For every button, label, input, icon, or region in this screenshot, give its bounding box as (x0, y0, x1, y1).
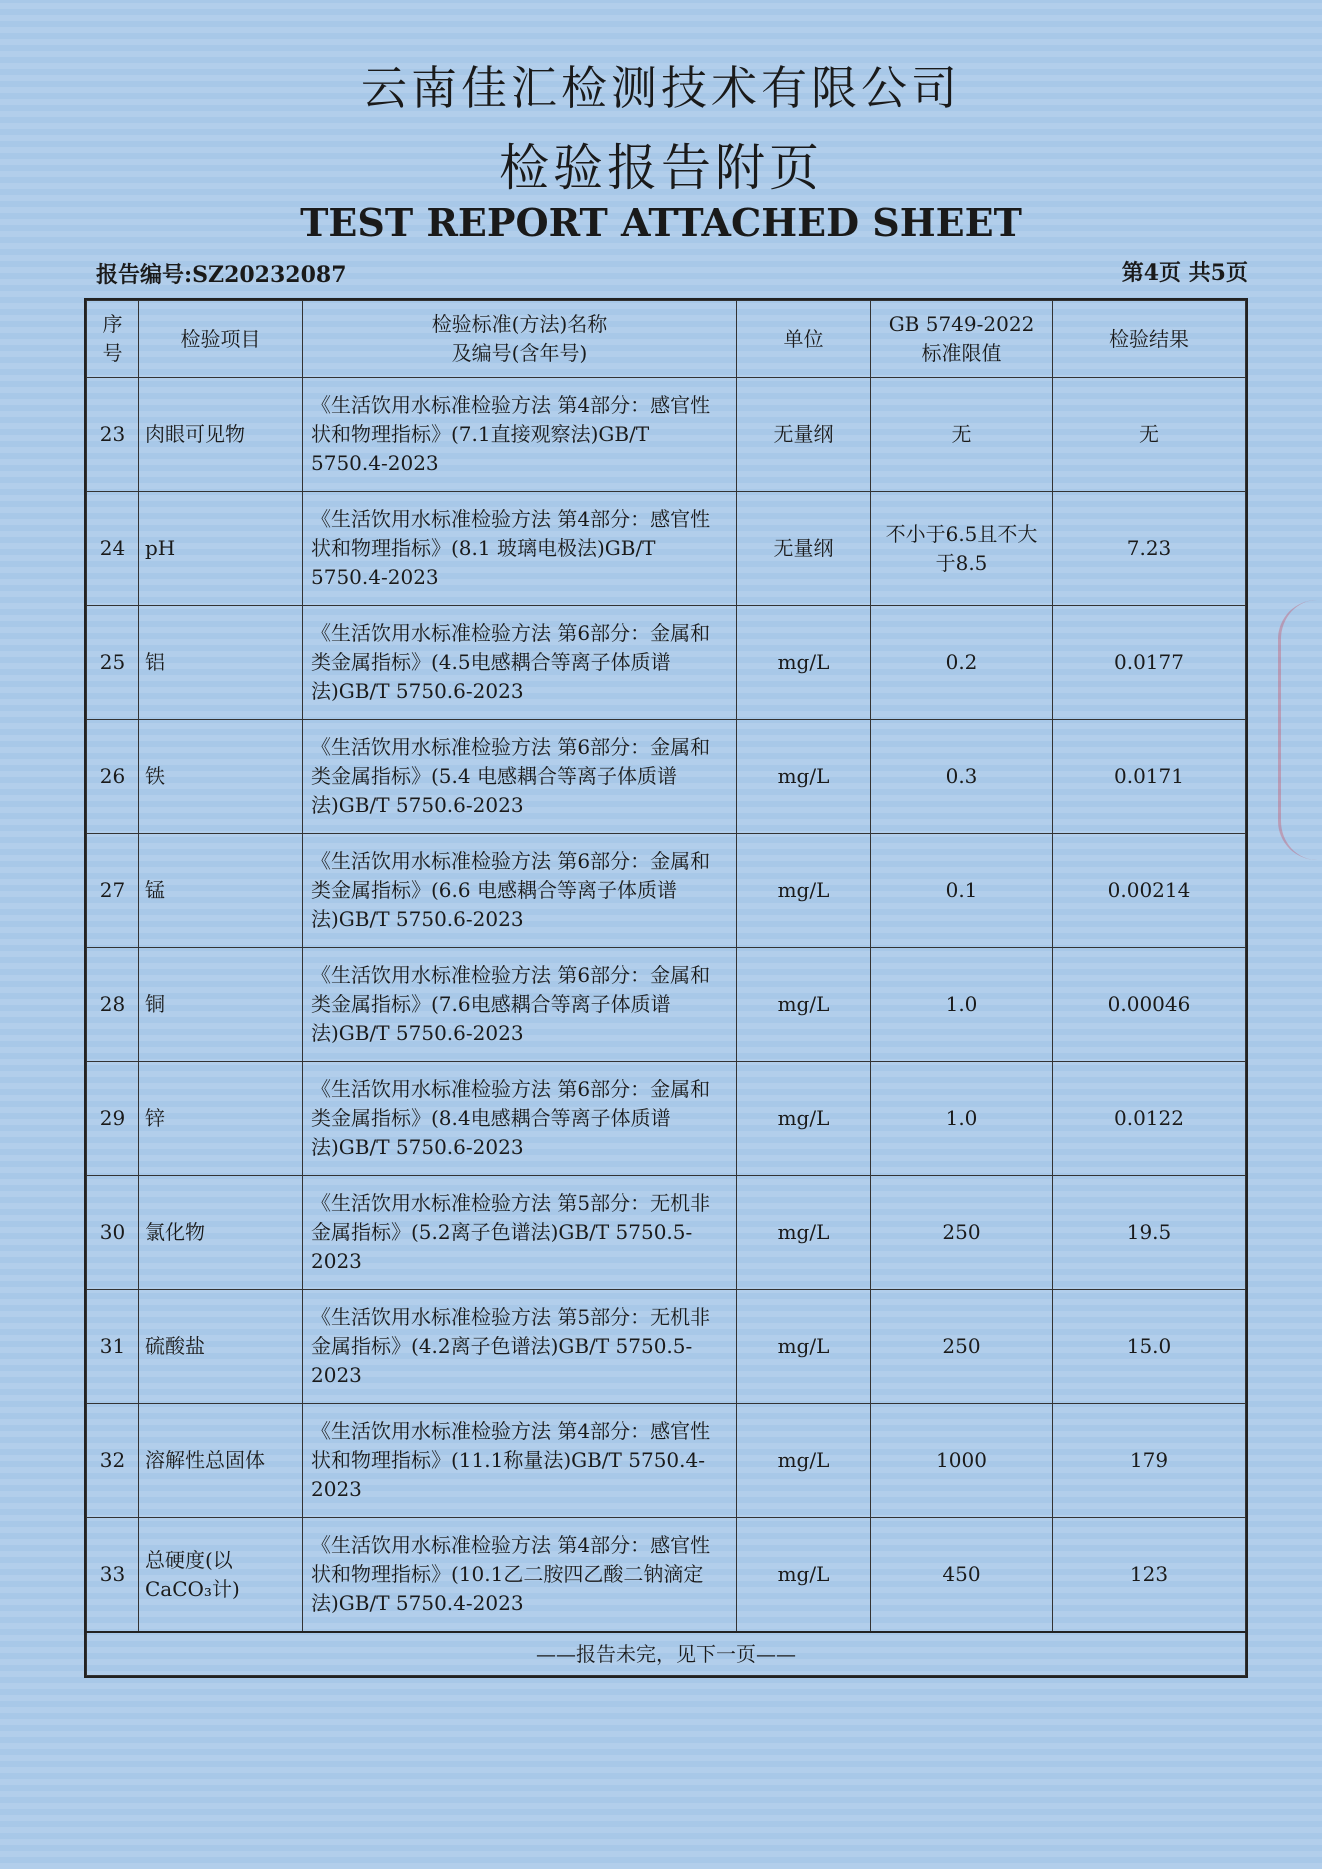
cell-limit: 0.2 (871, 606, 1053, 720)
table-footer-row (87, 1632, 1246, 1676)
seal-stamp-mark (1278, 600, 1317, 860)
cell-unit: mg/L (737, 1404, 871, 1518)
cell-no: 32 (87, 1404, 139, 1518)
cell-limit: 不小于6.5且不大于8.5 (871, 492, 1053, 606)
cell-unit: 无量纲 (737, 378, 871, 492)
cell-no: 27 (87, 834, 139, 948)
cell-no: 23 (87, 378, 139, 492)
page-indicator: 第4页 共5页 (1121, 260, 1248, 286)
cell-unit: 无量纲 (737, 492, 871, 606)
cell-standard: 《生活饮用水标准检验方法 第6部分：金属和类金属指标》(4.5电感耦合等离子体质谱法)GB/T 5750.6-2023 (303, 606, 737, 720)
table-header-row (87, 301, 1246, 378)
header-standard-line1: 检验标准(方法)名称 (431, 312, 608, 336)
cell-standard: 《生活饮用水标准检验方法 第6部分：金属和类金属指标》(5.4 电感耦合等离子体质谱法)GB/T 5750.6-2023 (303, 720, 737, 834)
table-row (87, 1404, 1246, 1518)
cell-limit: 1.0 (871, 948, 1053, 1062)
report-number: 报告编号:SZ20232087 (96, 262, 347, 288)
cell-limit: 1.0 (871, 1062, 1053, 1176)
cell-unit: mg/L (737, 834, 871, 948)
cell-limit: 450 (871, 1518, 1053, 1633)
title-english: TEST REPORT ATTACHED SHEET (300, 200, 1022, 245)
cell-unit: mg/L (737, 720, 871, 834)
cell-item: pH (139, 492, 303, 606)
table-row (87, 378, 1246, 492)
cell-limit: 1000 (871, 1404, 1053, 1518)
title-chinese: 检验报告附页 (499, 139, 823, 197)
cell-item: 溶解性总固体 (139, 1404, 303, 1518)
cell-item: 铜 (139, 948, 303, 1062)
cell-limit: 0.1 (871, 834, 1053, 948)
cell-no: 28 (87, 948, 139, 1062)
cell-standard: 《生活饮用水标准检验方法 第6部分：金属和类金属指标》(6.6 电感耦合等离子体质谱法)GB/T 5750.6-2023 (303, 834, 737, 948)
cell-item: 锰 (139, 834, 303, 948)
cell-no: 26 (87, 720, 139, 834)
cell-no: 29 (87, 1062, 139, 1176)
cell-unit: mg/L (737, 1176, 871, 1290)
cell-result: 179 (1053, 1404, 1246, 1518)
cell-result: 15.0 (1053, 1290, 1246, 1404)
table-row (87, 606, 1246, 720)
cell-result: 0.0177 (1053, 606, 1246, 720)
cell-limit: 250 (871, 1176, 1053, 1290)
cell-unit: mg/L (737, 1290, 871, 1404)
cell-item: 锌 (139, 1062, 303, 1176)
cell-result: 7.23 (1053, 492, 1246, 606)
cell-no: 33 (87, 1518, 139, 1633)
continuation-note: ——报告未完，见下一页—— (87, 1632, 1246, 1676)
cell-item: 肉眼可见物 (139, 378, 303, 492)
cell-standard: 《生活饮用水标准检验方法 第4部分：感官性状和物理指标》(10.1乙二胺四乙酸二钠滴定法)GB/T 5750.4-2023 (303, 1518, 737, 1633)
cell-standard: 《生活饮用水标准检验方法 第4部分：感官性状和物理指标》(11.1称量法)GB/T 5750.4-2023 (303, 1404, 737, 1518)
cell-item: 氯化物 (139, 1176, 303, 1290)
cell-standard: 《生活饮用水标准检验方法 第5部分：无机非金属指标》(5.2离子色谱法)GB/T 5750.5-2023 (303, 1176, 737, 1290)
table-row (87, 834, 1246, 948)
header-standard (303, 301, 737, 378)
header-standard-line2: 及编号(含年号) (451, 341, 588, 365)
cell-result: 19.5 (1053, 1176, 1246, 1290)
cell-standard: 《生活饮用水标准检验方法 第4部分：感官性状和物理指标》(8.1 玻璃电极法)GB/T 5750.4-2023 (303, 492, 737, 606)
header-item: 检验项目 (139, 301, 303, 378)
cell-no: 30 (87, 1176, 139, 1290)
cell-no: 24 (87, 492, 139, 606)
cell-item: 铁 (139, 720, 303, 834)
table-row (87, 948, 1246, 1062)
cell-result: 0.0171 (1053, 720, 1246, 834)
header-limit-line2: 标准限值 (921, 341, 1002, 365)
header-limit (871, 301, 1053, 378)
cell-limit: 250 (871, 1290, 1053, 1404)
cell-result: 123 (1053, 1518, 1246, 1633)
cell-item: 铝 (139, 606, 303, 720)
cell-no: 25 (87, 606, 139, 720)
cell-unit: mg/L (737, 1518, 871, 1633)
results-table-wrapper (84, 298, 1248, 1678)
results-table (86, 300, 1246, 1676)
cell-result: 0.0122 (1053, 1062, 1246, 1176)
cell-limit: 无 (871, 378, 1053, 492)
cell-standard: 《生活饮用水标准检验方法 第5部分：无机非金属指标》(4.2离子色谱法)GB/T 5750.5-2023 (303, 1290, 737, 1404)
cell-standard: 《生活饮用水标准检验方法 第6部分：金属和类金属指标》(8.4电感耦合等离子体质谱法)GB/T 5750.6-2023 (303, 1062, 737, 1176)
header-result: 检验结果 (1053, 301, 1246, 378)
cell-result: 0.00046 (1053, 948, 1246, 1062)
cell-standard: 《生活饮用水标准检验方法 第6部分：金属和类金属指标》(7.6电感耦合等离子体质谱法)GB/T 5750.6-2023 (303, 948, 737, 1062)
cell-unit: mg/L (737, 1062, 871, 1176)
table-row (87, 1176, 1246, 1290)
table-row (87, 1062, 1246, 1176)
cell-item: 总硬度(以CaCO₃计) (139, 1518, 303, 1633)
header-no: 序号 (87, 301, 139, 378)
cell-standard: 《生活饮用水标准检验方法 第4部分：感官性状和物理指标》(7.1直接观察法)GB/T 5750.4-2023 (303, 378, 737, 492)
cell-result: 无 (1053, 378, 1246, 492)
cell-unit: mg/L (737, 606, 871, 720)
cell-no: 31 (87, 1290, 139, 1404)
cell-item: 硫酸盐 (139, 1290, 303, 1404)
cell-result: 0.00214 (1053, 834, 1246, 948)
header-limit-line1: GB 5749-2022 (888, 312, 1035, 336)
table-row (87, 1518, 1246, 1633)
cell-limit: 0.3 (871, 720, 1053, 834)
cell-unit: mg/L (737, 948, 871, 1062)
header-unit: 单位 (737, 301, 871, 378)
table-row (87, 1290, 1246, 1404)
table-row (87, 720, 1246, 834)
table-row (87, 492, 1246, 606)
company-name: 云南佳汇检测技术有限公司 (361, 61, 961, 115)
